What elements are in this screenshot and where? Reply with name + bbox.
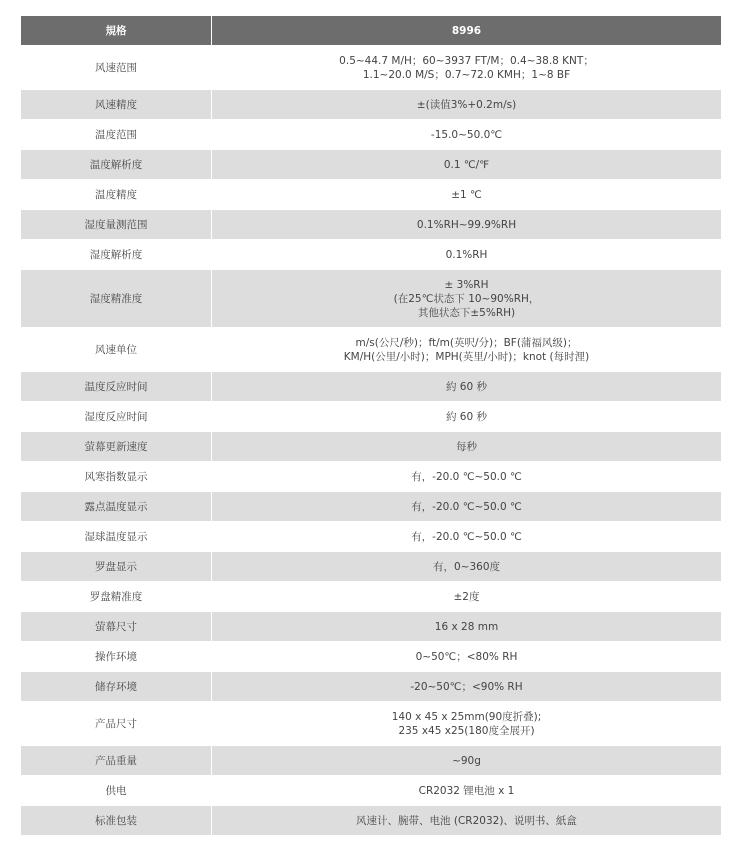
row-label: 储存环境 — [21, 672, 212, 702]
row-label: 温度反应时间 — [21, 372, 212, 402]
table-row — [21, 582, 721, 612]
row-label: 罗盘精准度 — [21, 582, 212, 612]
table-row — [21, 402, 721, 432]
row-label: 萤幕尺寸 — [21, 612, 212, 642]
table-row — [21, 240, 721, 270]
header-spec: 規格 — [21, 16, 212, 46]
row-label: 产品尺寸 — [21, 702, 212, 746]
row-label: 供电 — [21, 776, 212, 806]
row-value: 140 x 45 x 25mm(90度折叠); 235 x45 x25(180度全展开) — [212, 702, 721, 746]
row-label: 湿度反应时间 — [21, 402, 212, 432]
row-label: 操作环境 — [21, 642, 212, 672]
row-label: 露点温度显示 — [21, 492, 212, 522]
table-row — [21, 612, 721, 642]
row-label: 湿球温度显示 — [21, 522, 212, 552]
header-model: 8996 — [212, 16, 721, 46]
row-label: 风速单位 — [21, 328, 212, 372]
row-value: 約 60 秒 — [212, 372, 721, 402]
table-row — [21, 328, 721, 372]
row-label: 温度解析度 — [21, 150, 212, 180]
row-label: 湿度精准度 — [21, 270, 212, 328]
row-value: ±(读值3%+0.2m/s) — [212, 90, 721, 120]
row-value: CR2032 锂电池 x 1 — [212, 776, 721, 806]
row-label: 风速精度 — [21, 90, 212, 120]
row-label: 罗盘显示 — [21, 552, 212, 582]
table-row — [21, 746, 721, 776]
row-value: 每秒 — [212, 432, 721, 462]
table-row — [21, 150, 721, 180]
row-label: 温度精度 — [21, 180, 212, 210]
table-row — [21, 270, 721, 328]
row-value: ±2度 — [212, 582, 721, 612]
row-value: -20~50℃；<90% RH — [212, 672, 721, 702]
table-row — [21, 522, 721, 552]
table-row — [21, 46, 721, 90]
row-value: 0~50℃；<80% RH — [212, 642, 721, 672]
table-row — [21, 806, 721, 836]
spec-table — [21, 16, 721, 836]
row-value: 0.1%RH — [212, 240, 721, 270]
row-value: 0.1 ℃/℉ — [212, 150, 721, 180]
row-label: 湿度解析度 — [21, 240, 212, 270]
table-row — [21, 432, 721, 462]
table-row — [21, 180, 721, 210]
row-label: 湿度量测范围 — [21, 210, 212, 240]
row-value: ~90g — [212, 746, 721, 776]
row-value: -15.0~50.0℃ — [212, 120, 721, 150]
row-value: ± 3%RH (在25℃状态下 10~90%RH， 其他状态下±5%RH) — [212, 270, 721, 328]
row-value: 有，-20.0 ℃~50.0 ℃ — [212, 492, 721, 522]
row-label: 风寒指数显示 — [21, 462, 212, 492]
table-row — [21, 210, 721, 240]
table-row — [21, 642, 721, 672]
table-row — [21, 702, 721, 746]
row-value: 有，-20.0 ℃~50.0 ℃ — [212, 522, 721, 552]
row-value: 0.1%RH~99.9%RH — [212, 210, 721, 240]
table-row — [21, 492, 721, 522]
row-value: ±1 ℃ — [212, 180, 721, 210]
row-value: m/s(公尺/秒)；ft/m(英呎/分)；BF(蒲福风级)； KM/H(公里/小时)；MPH(英里/小时)；knot (每时浬) — [212, 328, 721, 372]
row-label: 标准包装 — [21, 806, 212, 836]
row-value: 有，-20.0 ℃~50.0 ℃ — [212, 462, 721, 492]
table-row — [21, 552, 721, 582]
row-label: 风速范围 — [21, 46, 212, 90]
row-value: 16 x 28 mm — [212, 612, 721, 642]
row-label: 萤幕更新速度 — [21, 432, 212, 462]
table-row — [21, 776, 721, 806]
row-value: 有，0~360度 — [212, 552, 721, 582]
table-row — [21, 120, 721, 150]
row-value: 約 60 秒 — [212, 402, 721, 432]
table-header-row — [21, 16, 721, 46]
row-value: 0.5~44.7 M/H；60~3937 FT/M；0.4~38.8 KNT； 1.1~20.0 M/S；0.7~72.0 KMH；1~8 BF — [212, 46, 721, 90]
table-row — [21, 462, 721, 492]
row-value: 风速计、腕带、电池 (CR2032)、说明书、紙盒 — [212, 806, 721, 836]
row-label: 产品重量 — [21, 746, 212, 776]
row-label: 温度范围 — [21, 120, 212, 150]
table-row — [21, 372, 721, 402]
table-row — [21, 672, 721, 702]
table-row — [21, 90, 721, 120]
